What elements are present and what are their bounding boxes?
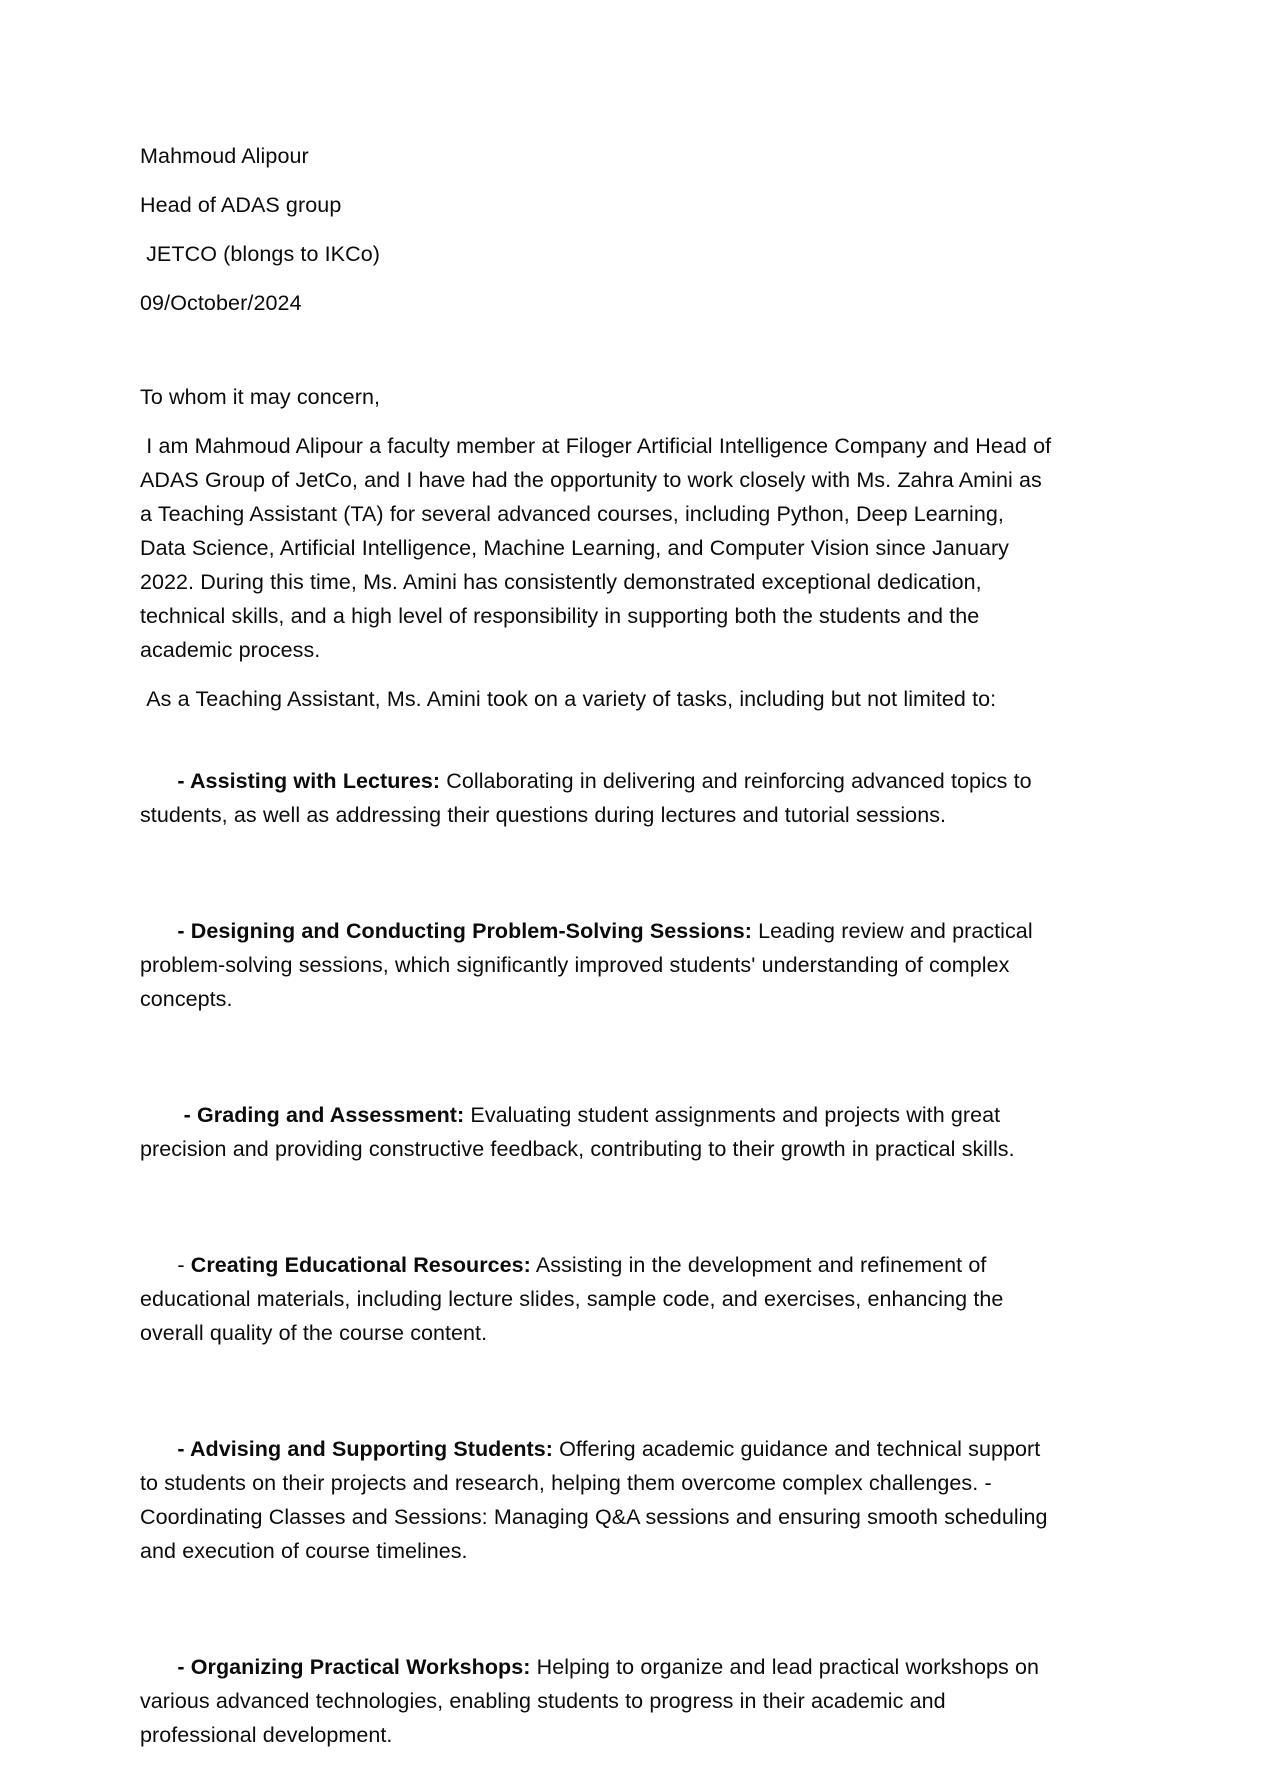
task-item: [140, 1398, 1052, 1602]
task-item-label: - Advising and Supporting Students:: [177, 1437, 553, 1461]
tasks-intro-paragraph: As a Teaching Assistant, Ms. Amini took on a variety of tasks, including but not limited to:: [140, 687, 997, 711]
task-item: [140, 1214, 1052, 1384]
task-item-label: - Designing and Conducting Problem-Solving Sessions:: [177, 919, 752, 943]
task-item-label: Creating Educational Resources:: [190, 1253, 531, 1277]
task-item-label: - Grading and Assessment:: [183, 1103, 465, 1127]
letter-body: [140, 132, 1057, 1786]
task-item: [140, 880, 1052, 1050]
task-item-label: - Organizing Practical Workshops:: [177, 1655, 531, 1679]
task-item-body: Collaborating in delivering and reinforcing advanced topics to students, as well as addressing their questions during lectures and tutorial sessions.: [140, 769, 1038, 827]
task-item-body: Offering academic guidance and technical support to students on their projects and research, helping them overcome complex challenges. - Coordinating Classes and Sessions: Managing Q&A sessions and ensuring smooth scheduling and execution of course timelines.: [140, 1437, 1054, 1563]
letterhead: [140, 132, 1052, 328]
letter-date: 09/October/2024: [140, 291, 302, 315]
task-item-body: Helping to organize and lead practical workshops on various advanced technologies, enabling students to progress in their academic and professional development.: [140, 1655, 1046, 1747]
task-item-body: Leading review and practical problem-solving sessions, which significantly improved students' understanding of complex concepts.: [140, 919, 1039, 1011]
task-item: [140, 730, 1052, 866]
task-item: [140, 1616, 1052, 1786]
sender-role: Head of ADAS group: [140, 193, 342, 217]
task-item: [140, 1064, 1052, 1200]
task-item-body: Assisting in the development and refinement of educational materials, including lecture slides, sample code, and exercises, enhancing the overall quality of the course content.: [140, 1253, 1010, 1345]
salutation: To whom it may concern,: [140, 385, 381, 409]
task-item-lead: -: [177, 1253, 191, 1277]
intro-paragraph: I am Mahmoud Alipour a faculty member at Filoger Artificial Intelligence Company and Head of ADAS Group of JetCo, and I have had the opportunity to work closely with Ms. Zahra Amini as a Teaching Assistant (TA) for several advanced courses, including Python, Deep Learning, Data Science, Artificial Intelligence, Machine Learning, and Computer Vision since January 2022. During this time, Ms. Amini has consistently demonstrated exceptional dedication, technical skills, and a high level of responsibility in supporting both the students and the academic process.: [140, 434, 1057, 662]
task-item-label: - Assisting with Lectures:: [177, 769, 441, 793]
sender-name: Mahmoud Alipour: [140, 144, 309, 168]
task-item-body: Evaluating student assignments and projects with great precision and providing constructive feedback, contributing to their growth in practical skills.: [140, 1103, 1015, 1161]
sender-company: JETCO (blongs to IKCo): [140, 242, 381, 266]
